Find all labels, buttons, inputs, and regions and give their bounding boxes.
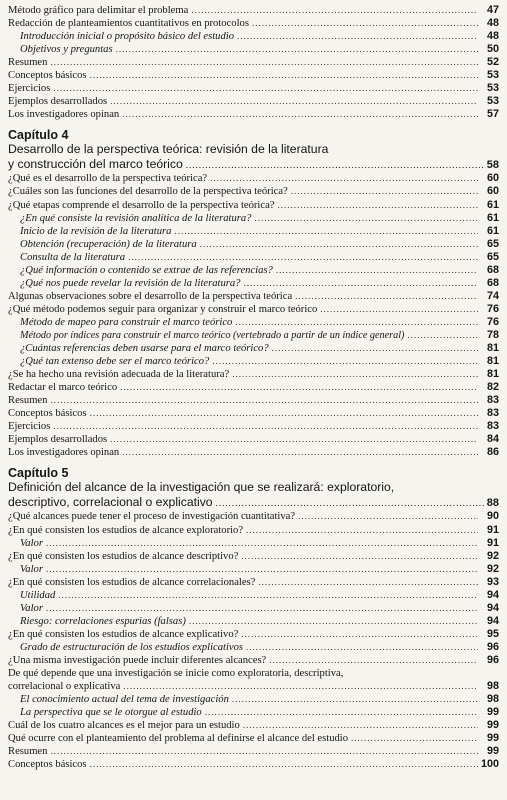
toc-entry-label: Introducción inicial o propósito básico del estudio — [20, 31, 235, 43]
toc-entry — [8, 4, 499, 17]
chapter-title-text: descriptivo, correlacional o explicativo — [8, 494, 213, 509]
toc-entry — [8, 732, 499, 745]
toc-entry — [8, 303, 499, 316]
toc-page-number: 99 — [486, 732, 499, 745]
toc-entry-label: ¿Qué etapas comprende el desarrollo de la perspectiva teórica? — [8, 199, 275, 211]
chapter-title-line — [8, 495, 499, 511]
leader-dots — [53, 82, 478, 95]
chapter-5-section — [8, 466, 499, 771]
toc-entry — [8, 654, 499, 667]
toc-entry-label: ¿Cuántas referencias deben usarse para el marco teórico? — [20, 343, 269, 355]
toc-page-number: 65 — [486, 237, 499, 250]
toc-page-number: 60 — [486, 172, 499, 185]
toc-page-number: 100 — [480, 758, 499, 771]
toc-entry-label: ¿Qué nos puede revelar la revisión de la literatura? — [20, 277, 241, 289]
toc-entry-label: Obtención (recuperación) de la literatura — [20, 238, 197, 250]
toc-subentry — [8, 563, 499, 576]
toc-entry-label: Conceptos básicos — [8, 70, 87, 82]
leader-dots — [53, 420, 478, 433]
leader-dots — [272, 342, 478, 355]
leader-dots — [191, 4, 478, 17]
toc-page-number: 53 — [486, 95, 499, 108]
toc-entry-label: Valor — [20, 537, 43, 549]
toc-entry-label: Ejemplos desarrollados — [8, 96, 108, 108]
toc-entry — [8, 420, 499, 433]
toc-page-number: 58 — [486, 158, 499, 171]
toc-entry-label: Redactar el marco teórico — [8, 382, 118, 394]
toc-page-number: 83 — [486, 420, 499, 433]
toc-page-number: 53 — [486, 69, 499, 82]
toc-entry-label: ¿En qué consisten los estudios de alcance explicativo? — [8, 628, 239, 640]
toc-page-number: 90 — [486, 510, 499, 523]
toc-entry-label: Valor — [20, 563, 43, 575]
chapter-title-line: Definición del alcance de la investigación que se realizará: exploratorio, — [8, 480, 395, 495]
toc-page-number: 83 — [486, 394, 499, 407]
leader-dots — [50, 394, 478, 407]
leader-dots — [216, 496, 484, 511]
toc-page-number: 82 — [486, 381, 499, 394]
toc-page-number: 48 — [486, 30, 499, 43]
toc-entry-label: ¿Qué método podemos seguir para organizar y construir el marco teórico — [8, 303, 318, 315]
leader-dots — [123, 680, 478, 693]
toc-entry-label: Riesgo: correlaciones espurias (falsas) — [20, 615, 186, 627]
leader-dots — [351, 732, 478, 745]
toc-entry-label: Conceptos básicos — [8, 759, 87, 771]
leader-dots — [128, 251, 478, 264]
toc-entry-label: Objetivos y preguntas — [20, 44, 113, 56]
toc-entry-label: Método por índices para construir el marco teórico (vertebrado a partir de un índice general) — [20, 329, 405, 341]
toc-subentry — [8, 355, 499, 368]
toc-subentry — [8, 602, 499, 615]
toc-entry — [8, 394, 499, 407]
leader-dots — [116, 43, 478, 56]
leader-dots — [186, 158, 484, 173]
toc-entry-wrapped-line — [8, 667, 499, 680]
leader-dots — [237, 30, 478, 43]
leader-dots — [298, 510, 478, 523]
top-entries — [8, 4, 499, 121]
toc-page-number: 81 — [486, 342, 499, 355]
toc-entry-label: Qué ocurre con el planteamiento del problema al definirse el alcance del estudio — [8, 733, 349, 745]
leader-dots — [232, 368, 478, 381]
toc-page-number: 68 — [486, 263, 499, 276]
toc-page-number: 92 — [486, 562, 499, 575]
chapter-4-section — [8, 128, 499, 459]
leader-dots — [258, 576, 478, 589]
toc-page-number: 94 — [486, 588, 499, 601]
toc-entry-label: El conocimiento actual del tema de investigación — [20, 694, 229, 706]
toc-page-number: 88 — [486, 496, 499, 509]
toc-entry-label: ¿Cuáles son las funciones del desarrollo de la perspectiva teórica? — [8, 186, 288, 198]
leader-dots — [210, 172, 478, 185]
toc-subentry — [8, 264, 499, 277]
leader-dots — [46, 537, 478, 550]
toc-page-number: 61 — [486, 211, 499, 224]
toc-entry-label: correlacional o explicativa — [8, 681, 121, 693]
toc-entry — [8, 290, 499, 303]
toc-entry — [8, 108, 499, 121]
toc-entry-label: ¿Qué tan extenso debe ser el marco teórico? — [20, 356, 210, 368]
toc-page-number: 81 — [486, 355, 499, 368]
toc-page-number: 98 — [486, 693, 499, 706]
leader-dots — [205, 706, 478, 719]
toc-entry-label: Inicio de la revisión de la literatura — [20, 225, 172, 237]
toc-page-number: 48 — [486, 17, 499, 30]
toc-entry-label: ¿Se ha hecho una revisión adecuada de la literatura? — [8, 369, 230, 381]
chapter-heading: Capítulo 4 — [8, 128, 69, 143]
toc-page-number: 81 — [486, 368, 499, 381]
leader-dots — [277, 199, 478, 212]
toc-subentry — [8, 30, 499, 43]
toc-entry — [8, 524, 499, 537]
toc-page-number: 94 — [486, 614, 499, 627]
toc-page-number: 61 — [486, 224, 499, 237]
toc-entry — [8, 172, 499, 185]
toc-page-number: 83 — [486, 407, 499, 420]
toc-page-number: 57 — [486, 108, 499, 121]
leader-dots — [212, 355, 478, 368]
toc-entry — [8, 745, 499, 758]
toc-page-number: 76 — [486, 315, 499, 328]
toc-page-number: 94 — [486, 601, 499, 614]
toc-entry-label: Utilidad — [20, 589, 56, 601]
toc-subentry — [8, 212, 499, 225]
leader-dots — [243, 719, 478, 732]
toc-entry — [8, 95, 499, 108]
toc-entry-label: Resumen — [8, 395, 48, 407]
toc-subentry — [8, 615, 499, 628]
toc-page-number: 99 — [486, 719, 499, 732]
leader-dots — [90, 69, 478, 82]
toc-subentry — [8, 238, 499, 251]
toc-page-number: 96 — [486, 653, 499, 666]
leader-dots — [122, 108, 478, 121]
toc-entry — [8, 758, 499, 771]
chapter-title-line: Desarrollo de la perspectiva teórica: revisión de la literatura — [8, 142, 329, 157]
toc-page-number: 74 — [486, 289, 499, 302]
toc-entry — [8, 433, 499, 446]
leader-dots — [200, 238, 478, 251]
toc-entry — [8, 69, 499, 82]
toc-subentry — [8, 329, 499, 342]
toc-subentry — [8, 277, 499, 290]
leader-dots — [320, 303, 478, 316]
leader-dots — [189, 615, 478, 628]
leader-dots — [50, 745, 478, 758]
leader-dots — [90, 758, 478, 771]
toc-entry-label: ¿Qué información o contenido se extrae de las referencias? — [20, 264, 273, 276]
toc-subentry — [8, 537, 499, 550]
toc-entry-label: Ejercicios — [8, 83, 51, 95]
toc-entry-label: Ejercicios — [8, 421, 51, 433]
leader-dots — [241, 550, 478, 563]
toc-page-number: 99 — [486, 706, 499, 719]
toc-page-number: 78 — [486, 328, 499, 341]
toc-entry-label: ¿En qué consisten los estudios de alcance descriptivo? — [8, 550, 239, 562]
leader-dots — [232, 693, 478, 706]
toc-entry — [8, 550, 499, 563]
leader-dots — [269, 654, 478, 667]
toc-page-number: 60 — [486, 185, 499, 198]
toc-entry — [8, 17, 499, 30]
toc-entry — [8, 576, 499, 589]
leader-dots — [246, 641, 478, 654]
toc-entry — [8, 719, 499, 732]
chapter-title-line — [8, 157, 499, 173]
toc-page-number: 93 — [486, 575, 499, 588]
toc-page-number: 53 — [486, 82, 499, 95]
toc-page-number: 92 — [486, 549, 499, 562]
toc-subentry — [8, 225, 499, 238]
leader-dots — [50, 56, 478, 69]
toc-entry-label: ¿En qué consiste la revisión analítica de la literatura? — [20, 212, 252, 224]
toc-entry — [8, 199, 499, 212]
leader-dots — [235, 316, 478, 329]
toc-entry-label: ¿Una misma investigación puede incluir diferentes alcances? — [8, 654, 267, 666]
toc-page-number: 61 — [486, 198, 499, 211]
leader-dots — [174, 225, 478, 238]
toc-page-number: 47 — [486, 4, 499, 16]
toc-page-number: 86 — [486, 446, 499, 459]
toc-entry-label: De qué depende que una investigación se inicie como exploratoria, descriptiva, — [8, 668, 344, 680]
toc-page-number: 68 — [486, 276, 499, 289]
toc-entry-label: La perspectiva que se le otorgue al estudio — [20, 707, 202, 719]
toc-entry-label: Los investigadores opinan — [8, 109, 120, 121]
leader-dots — [246, 524, 478, 537]
toc-entry — [8, 381, 499, 394]
toc-page-number: 91 — [486, 523, 499, 536]
toc-page-number: 98 — [486, 680, 499, 693]
leader-dots — [243, 277, 478, 290]
toc-entry-label: Método gráfico para delimitar el problema — [8, 5, 189, 16]
toc-entry-label: Algunas observaciones sobre el desarrollo de la perspectiva teórica — [8, 290, 293, 302]
toc-subentry — [8, 706, 499, 719]
toc-entry-label: Consulta de la literatura — [20, 251, 126, 263]
leader-dots — [58, 589, 478, 602]
leader-dots — [46, 563, 478, 576]
toc-entry-label: Resumen — [8, 57, 48, 69]
toc-page-number: 65 — [486, 250, 499, 263]
leader-dots — [110, 433, 478, 446]
toc-entry — [8, 368, 499, 381]
toc-entry-label: Grado de estructuración de los estudios explicativos — [20, 641, 244, 653]
toc-page-number: 76 — [486, 302, 499, 315]
leader-dots — [291, 185, 478, 198]
toc-entry-label: ¿Qué alcances puede tener el proceso de investigación cuantitativa? — [8, 511, 296, 523]
toc-entry-label: Cuál de los cuatro alcances es el mejor para un estudio — [8, 720, 240, 732]
toc-entry-label: ¿Qué es el desarrollo de la perspectiva teórica? — [8, 173, 208, 185]
toc-entry-label: Redacción de planteamientos cuantitativos en protocolos — [8, 18, 249, 30]
toc-entry — [8, 446, 499, 459]
toc-subentry — [8, 693, 499, 706]
toc-page-number: 95 — [486, 627, 499, 640]
leader-dots — [295, 290, 478, 303]
toc-subentry — [8, 589, 499, 602]
toc-entry-label: Resumen — [8, 746, 48, 758]
toc-subentry — [8, 342, 499, 355]
leader-dots — [241, 628, 478, 641]
toc-entry-label: Conceptos básicos — [8, 408, 87, 420]
toc-page-number: 99 — [486, 745, 499, 758]
toc-page-number: 50 — [486, 43, 499, 56]
toc-entry-label: Los investigadores opinan — [8, 447, 120, 459]
leader-dots — [407, 329, 478, 342]
toc-page-number: 52 — [486, 56, 499, 69]
leader-dots — [252, 17, 478, 30]
leader-dots — [90, 407, 478, 420]
toc-entry — [8, 56, 499, 69]
toc-entry — [8, 82, 499, 95]
toc-entry — [8, 680, 499, 693]
leader-dots — [276, 264, 478, 277]
toc-entry-label: ¿En qué consisten los estudios de alcance exploratorio? — [8, 524, 244, 536]
toc-entry — [8, 407, 499, 420]
toc-page-number: 84 — [486, 433, 499, 446]
toc-entry-label: ¿En qué consisten los estudios de alcance correlacionales? — [8, 576, 256, 588]
toc-entry-label: Ejemplos desarrollados — [8, 434, 108, 446]
toc-subentry — [8, 316, 499, 329]
toc-subentry — [8, 251, 499, 264]
toc-page-number: 91 — [486, 536, 499, 549]
toc-page-number: 96 — [486, 640, 499, 653]
toc-entry — [8, 628, 499, 641]
toc-entry-label: Valor — [20, 602, 43, 614]
leader-dots — [120, 381, 478, 394]
leader-dots — [110, 95, 478, 108]
toc-entry — [8, 510, 499, 523]
chapter-title-text: y construcción del marco teórico — [8, 156, 183, 171]
chapter-heading: Capítulo 5 — [8, 466, 69, 481]
leader-dots — [254, 212, 478, 225]
leader-dots — [46, 602, 478, 615]
toc-entry-label: Método de mapeo para construir el marco teórico — [20, 316, 233, 328]
leader-dots — [122, 446, 478, 459]
toc-subentry — [8, 641, 499, 654]
toc-entry — [8, 185, 499, 198]
toc-subentry — [8, 43, 499, 56]
